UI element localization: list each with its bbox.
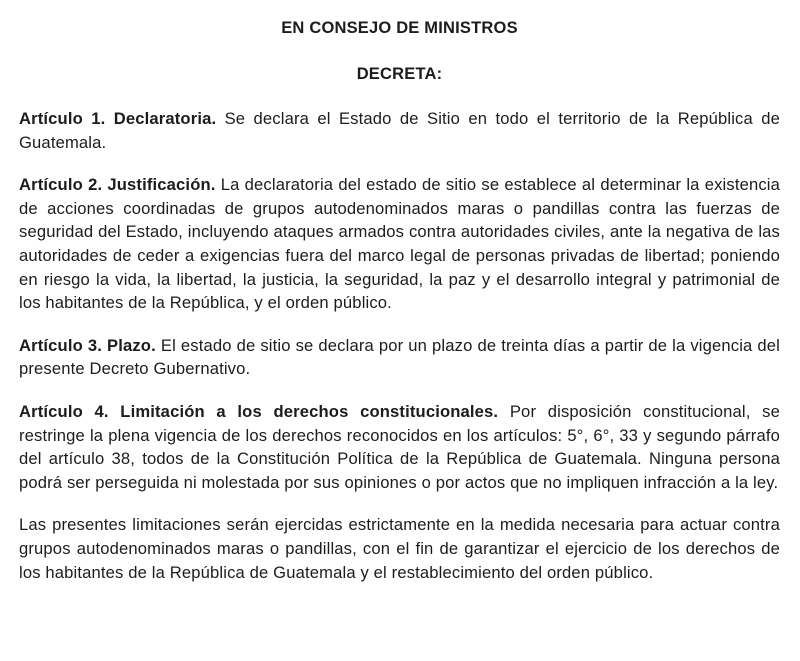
article-3-title: Artículo 3. Plazo. (19, 335, 156, 355)
article-4 (19, 400, 780, 494)
article-2-title: Artículo 2. Justificación. (19, 175, 216, 195)
article-2-body: La declaratoria del estado de sitio se establece al determinar la existencia de acciones coordinadas de grupos autodenominados maras o pandillas contra las fuerzas de seguridad del Estado, incluyendo ataques armados contra autoridades civiles, ante la negativa de las autoridades de ceder a exigencias fuera del marco legal de personas privadas de libertad; poniendo en riesgo la vida, la libertad, la justicia, la seguridad, la paz y el desarrollo integral y patrimonial de los habitantes de la República, y el orden público. (19, 175, 780, 313)
decree-heading: DECRETA: (356, 65, 443, 83)
article-2 (19, 173, 780, 315)
article-3 (19, 334, 780, 381)
article-1 (19, 107, 780, 154)
article-1-body: Se declara el Estado de Sitio en todo el territorio de la República de Guatemala. (19, 109, 780, 152)
closing-paragraph: Las presentes limitaciones serán ejercidas estrictamente en la medida necesaria para actuar contra grupos autodenominados maras o pandillas, con el fin de garantizar el ejercicio de los derechos de los habitantes de la República de Guatemala y el restablecimiento del orden público. (19, 515, 780, 582)
article-4-body: Por disposición constitucional, se restringe la plena vigencia de los derechos reconocidos en los artículos: 5°, 6°, 33 y segundo párrafo del artículo 38, todos de la Constitución Política de la República de Guatemala. Ninguna persona podrá ser perseguida ni molestada por sus opiniones o por actos que no impliquen infracción a la ley. (19, 401, 780, 492)
council-heading: EN CONSEJO DE MINISTROS (281, 19, 518, 37)
article-3-body: El estado de sitio se declara por un plazo de treinta días a partir de la vigencia del presente Decreto Gubernativo. (19, 335, 781, 379)
article-1-title: Artículo 1. Declaratoria. (19, 109, 217, 128)
article-4-title: Artículo 4. Limitación a los derechos constitucionales. (19, 401, 499, 421)
